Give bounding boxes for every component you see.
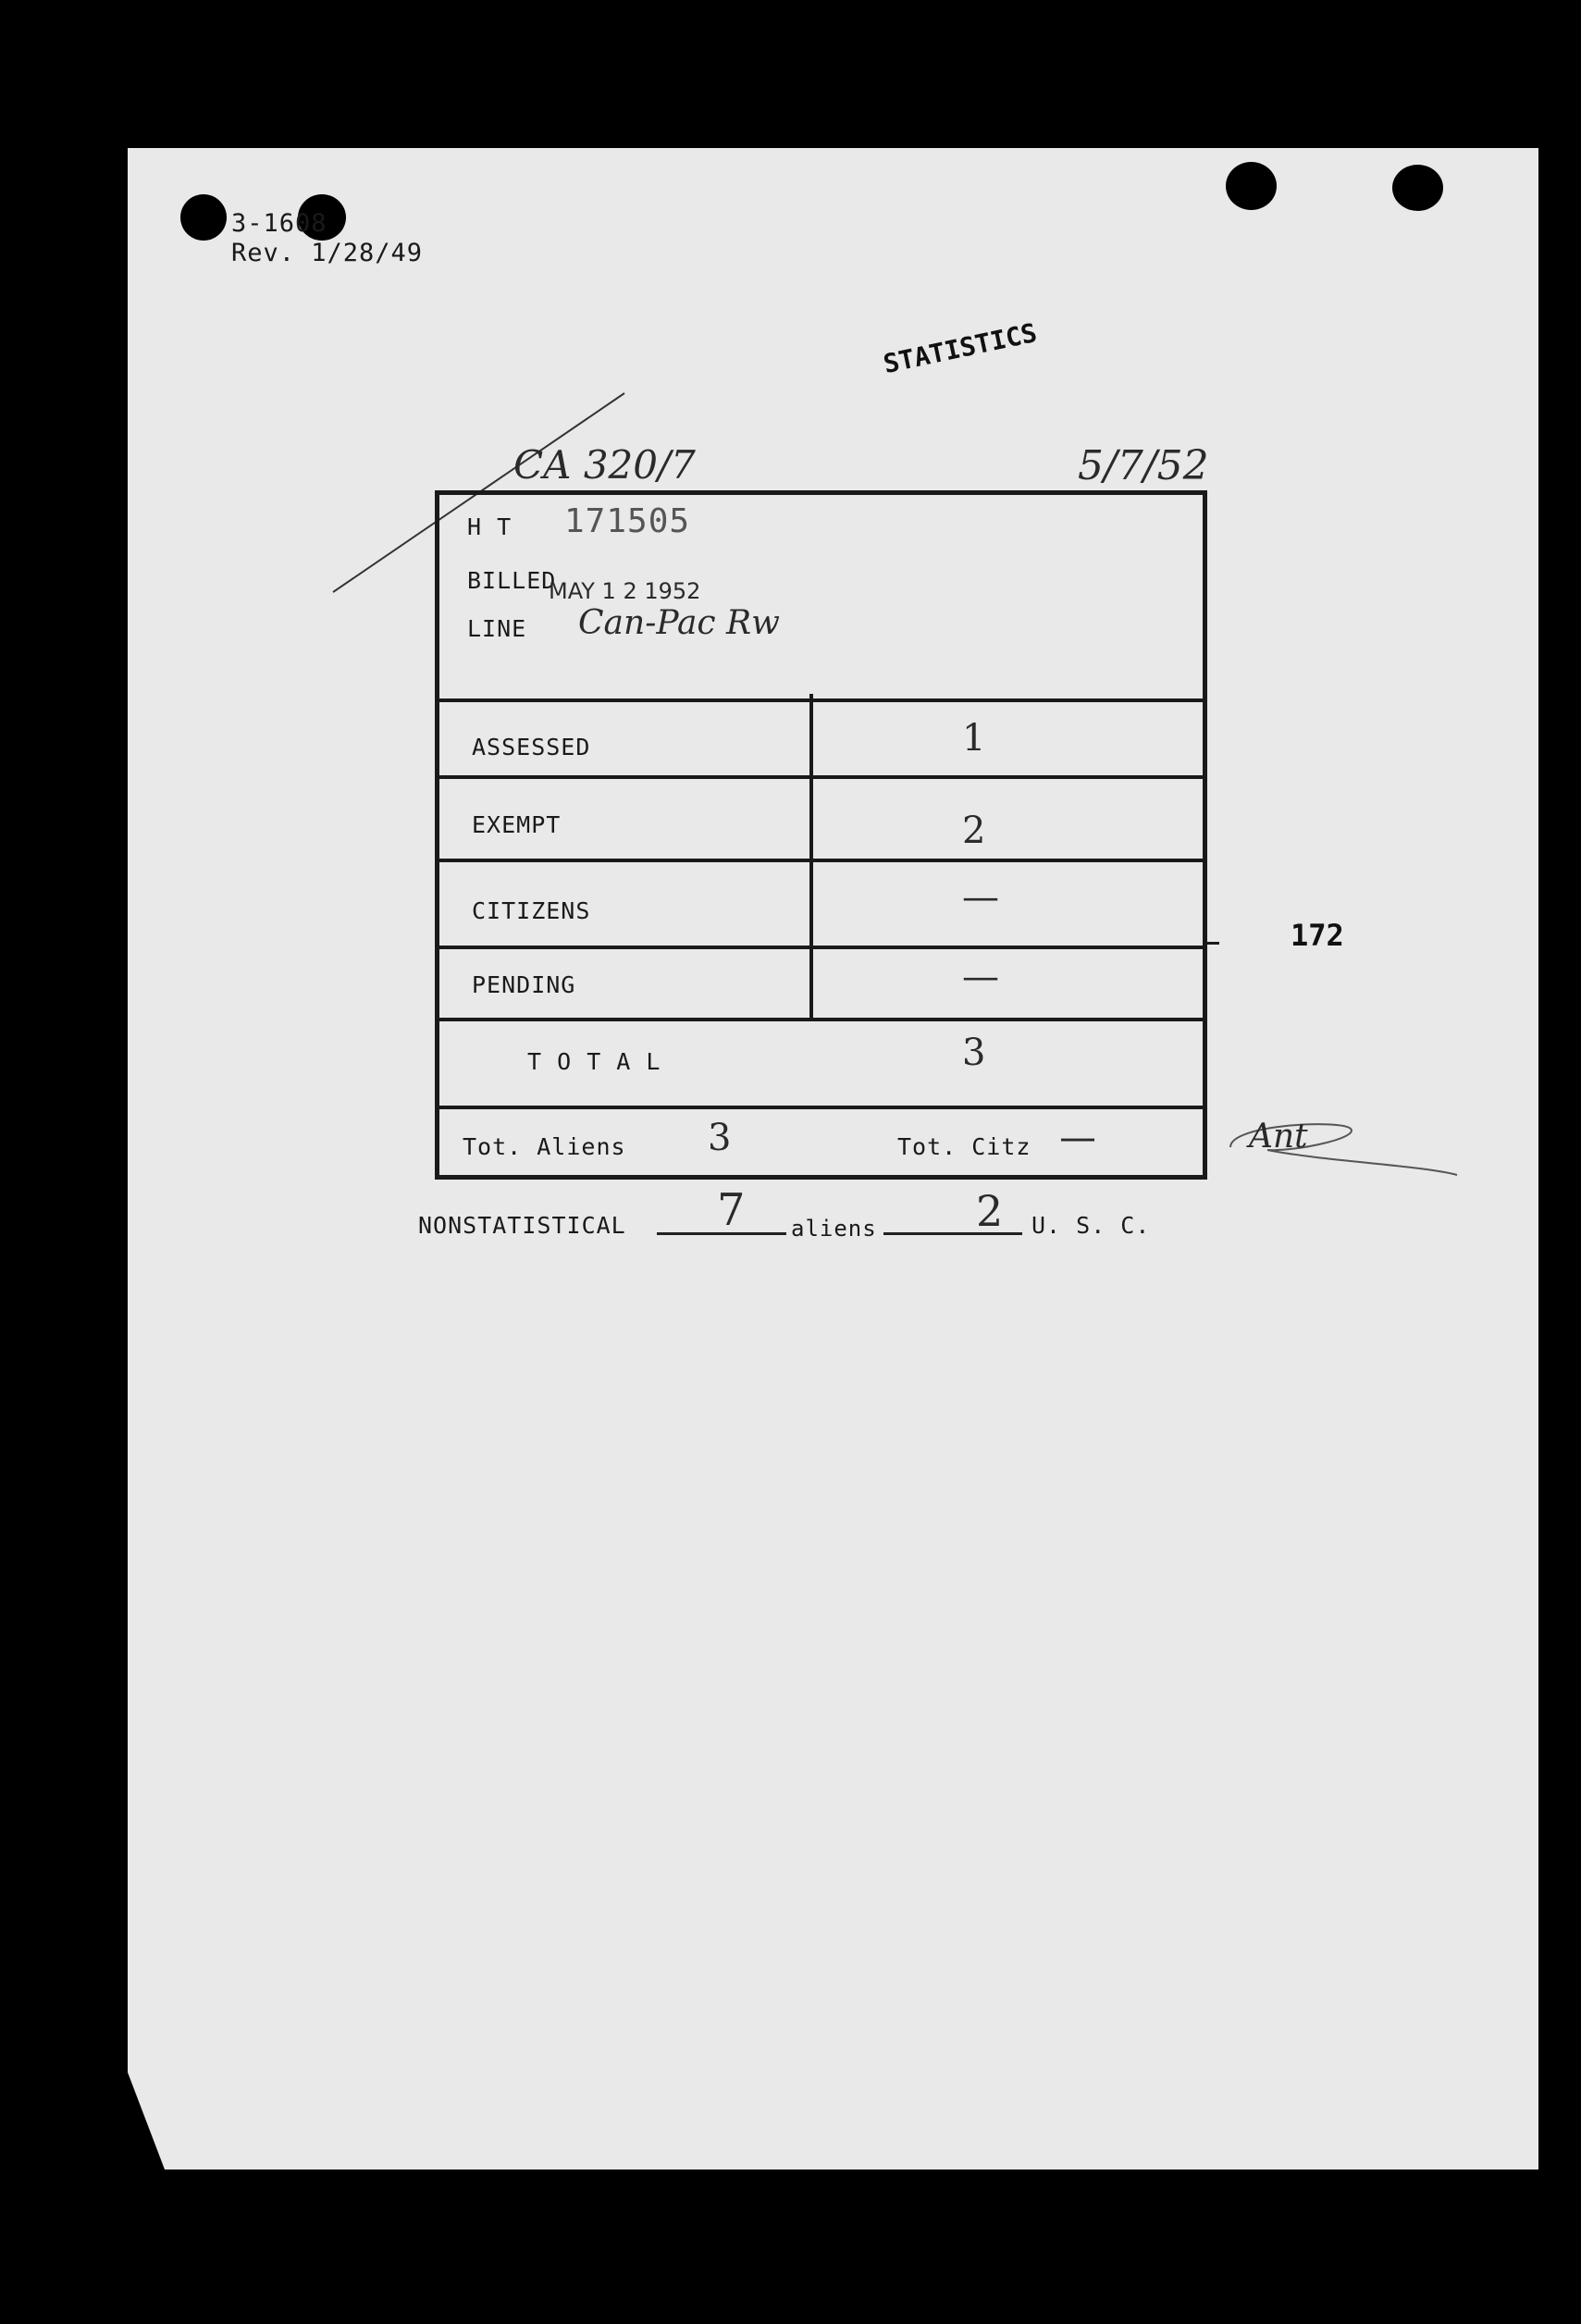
row-label-exempt: EXEMPT xyxy=(472,811,562,838)
total-value: 3 xyxy=(962,1032,986,1074)
page-corner-notch xyxy=(128,2072,165,2169)
tot-aliens-value: 3 xyxy=(708,1117,732,1159)
row-value-pending: — xyxy=(962,956,999,998)
punch-hole-left xyxy=(180,194,227,241)
row-divider-3 xyxy=(439,859,1203,862)
row-label-pending: PENDING xyxy=(472,971,576,998)
column-divider xyxy=(809,694,813,1020)
row-label-assessed: ASSESSED xyxy=(472,734,591,760)
nonstat-usc-value: 2 xyxy=(976,1186,1004,1236)
side-tick-line xyxy=(1203,942,1219,945)
row-value-citizens: — xyxy=(962,876,999,919)
ht-number: 171505 xyxy=(564,502,691,540)
row-label-citizens: CITIZENS xyxy=(472,897,591,924)
tot-citz-label: Tot. Citz xyxy=(897,1133,1031,1160)
total-label: T O T A L xyxy=(527,1048,661,1075)
row-divider-4 xyxy=(439,946,1203,949)
billed-date-stamp: MAY 1 2 1952 xyxy=(549,578,701,604)
form-number: 3-1608 xyxy=(231,209,327,238)
handwritten-date: 5/7/52 xyxy=(1078,442,1209,489)
nonstat-usc-label: U. S. C. xyxy=(1031,1212,1151,1239)
nonstat-aliens-label: aliens xyxy=(791,1216,877,1242)
nonstatistical-label: NONSTATISTICAL xyxy=(418,1212,626,1239)
ht-label: H T xyxy=(467,513,513,540)
row-divider-5 xyxy=(439,1018,1203,1021)
form-revision: Rev. 1/28/49 xyxy=(231,239,424,267)
side-number: 172 xyxy=(1291,918,1344,953)
row-divider-1 xyxy=(439,698,1203,702)
statistics-stamp: STATISTICS xyxy=(881,316,1040,380)
nonstat-aliens-value: 7 xyxy=(717,1184,746,1236)
billed-label: BILLED xyxy=(467,567,557,594)
handwritten-case-number: CA 320/7 xyxy=(513,442,696,488)
line-label: LINE xyxy=(467,615,527,642)
line-value: Can-Pac Rw xyxy=(578,604,780,642)
signature-initials: Ant xyxy=(1249,1118,1308,1156)
punch-hole-right-2 xyxy=(1392,165,1443,211)
punch-hole-right xyxy=(1226,162,1277,210)
row-divider-2 xyxy=(439,775,1203,779)
tot-aliens-label: Tot. Aliens xyxy=(463,1133,626,1160)
row-value-exempt: 2 xyxy=(962,810,986,852)
row-value-assessed: 1 xyxy=(962,717,986,760)
row-divider-6 xyxy=(439,1106,1203,1109)
tot-citz-value: — xyxy=(1059,1117,1096,1159)
statistics-form-box xyxy=(435,490,1207,1180)
